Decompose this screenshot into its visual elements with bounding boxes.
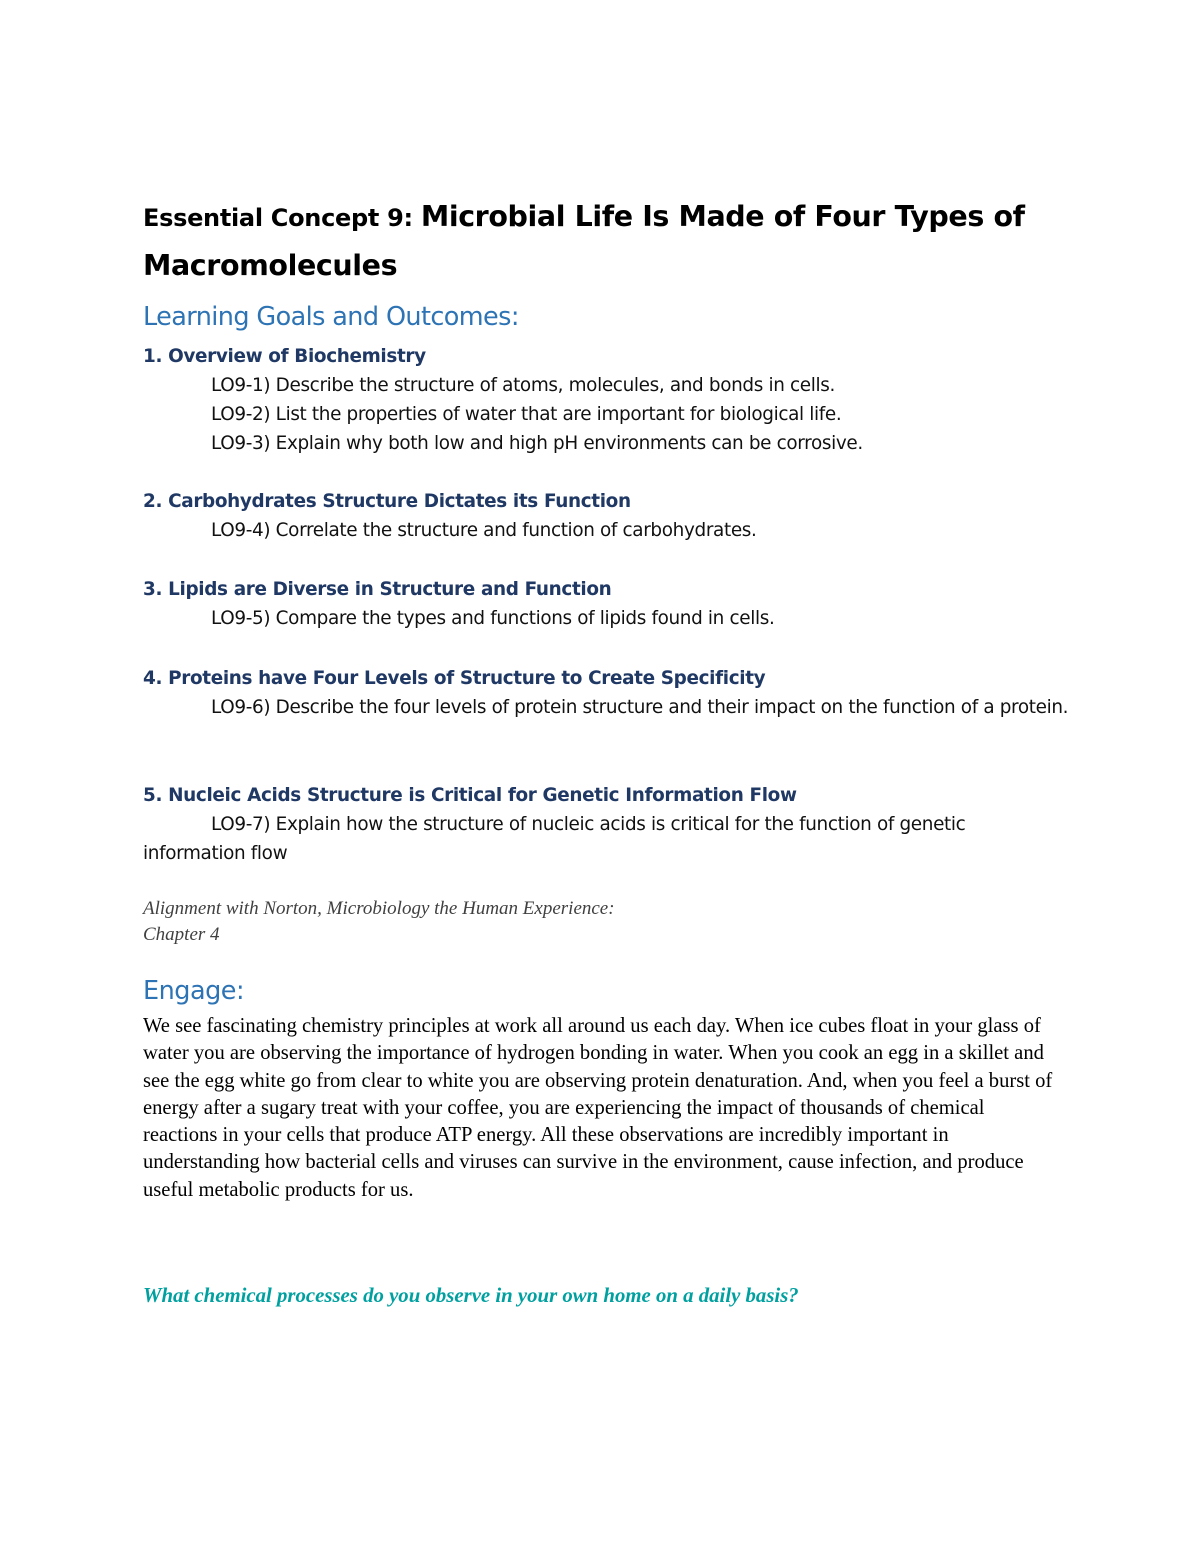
- alignment-chapter: Chapter 4: [143, 924, 220, 945]
- goal-section-3: [143, 575, 1073, 633]
- goal-section-1: [143, 342, 1073, 458]
- goal-heading: 5. Nucleic Acids Structure is Critical for Genetic Information Flow: [143, 785, 797, 806]
- engage-heading: Engage:: [143, 976, 245, 1006]
- document-title: [143, 192, 1063, 289]
- learning-outcome: LO9-3) Explain why both low and high pH environments can be corrosive.: [211, 433, 863, 454]
- title-main: Microbial Life Is Made of Four Types of Macromolecules: [143, 200, 1025, 282]
- alignment-line: Alignment with Norton, Microbiology the Human Experience:: [143, 898, 615, 919]
- goal-section-4: [143, 664, 1073, 722]
- goal-section-5: [143, 781, 1073, 868]
- learning-outcome: LO9-4) Correlate the structure and function of carbohydrates.: [211, 520, 757, 541]
- textbook-alignment: [143, 896, 615, 948]
- goal-heading: 1. Overview of Biochemistry: [143, 346, 426, 367]
- title-prefix: Essential Concept 9:: [143, 204, 421, 232]
- learning-outcome: LO9-1) Describe the structure of atoms, molecules, and bonds in cells.: [211, 375, 835, 396]
- goal-heading: 2. Carbohydrates Structure Dictates its Function: [143, 491, 631, 512]
- engage-paragraph: We see fascinating chemistry principles at work all around us each day. When ice cubes float in your glass of water you are observing the importance of hydrogen bonding in water. When you cook an egg in a skillet and see the egg white go from clear to white you are observing protein denaturation. And, when you feel a burst of energy after a sugary treat with your coffee, you are experiencing the impact of thousands of chemical reactions in your cells that produce ATP energy. All these observations are incredibly important in understanding how bacterial cells and viruses can survive in the environment, cause infection, and produce useful metabolic products for us.: [143, 1015, 1053, 1201]
- learning-outcome: LO9-5) Compare the types and functions of lipids found in cells.: [211, 608, 775, 629]
- learning-goals-heading: Learning Goals and Outcomes:: [143, 302, 519, 332]
- engage-question: What chemical processes do you observe in your own home on a daily basis?: [143, 1284, 799, 1307]
- learning-outcome: LO9-2) List the properties of water that are important for biological life.: [211, 404, 842, 425]
- goal-heading: 4. Proteins have Four Levels of Structure to Create Specificity: [143, 668, 766, 689]
- goal-heading: 3. Lipids are Diverse in Structure and Function: [143, 579, 612, 600]
- learning-outcome: LO9-6) Describe the four levels of protein structure and their impact on the function of a protein.: [211, 697, 1069, 718]
- goal-section-2: [143, 487, 1073, 545]
- learning-outcome: LO9-7) Explain how the structure of nucleic acids is critical for the function of genetic information flow: [143, 814, 966, 864]
